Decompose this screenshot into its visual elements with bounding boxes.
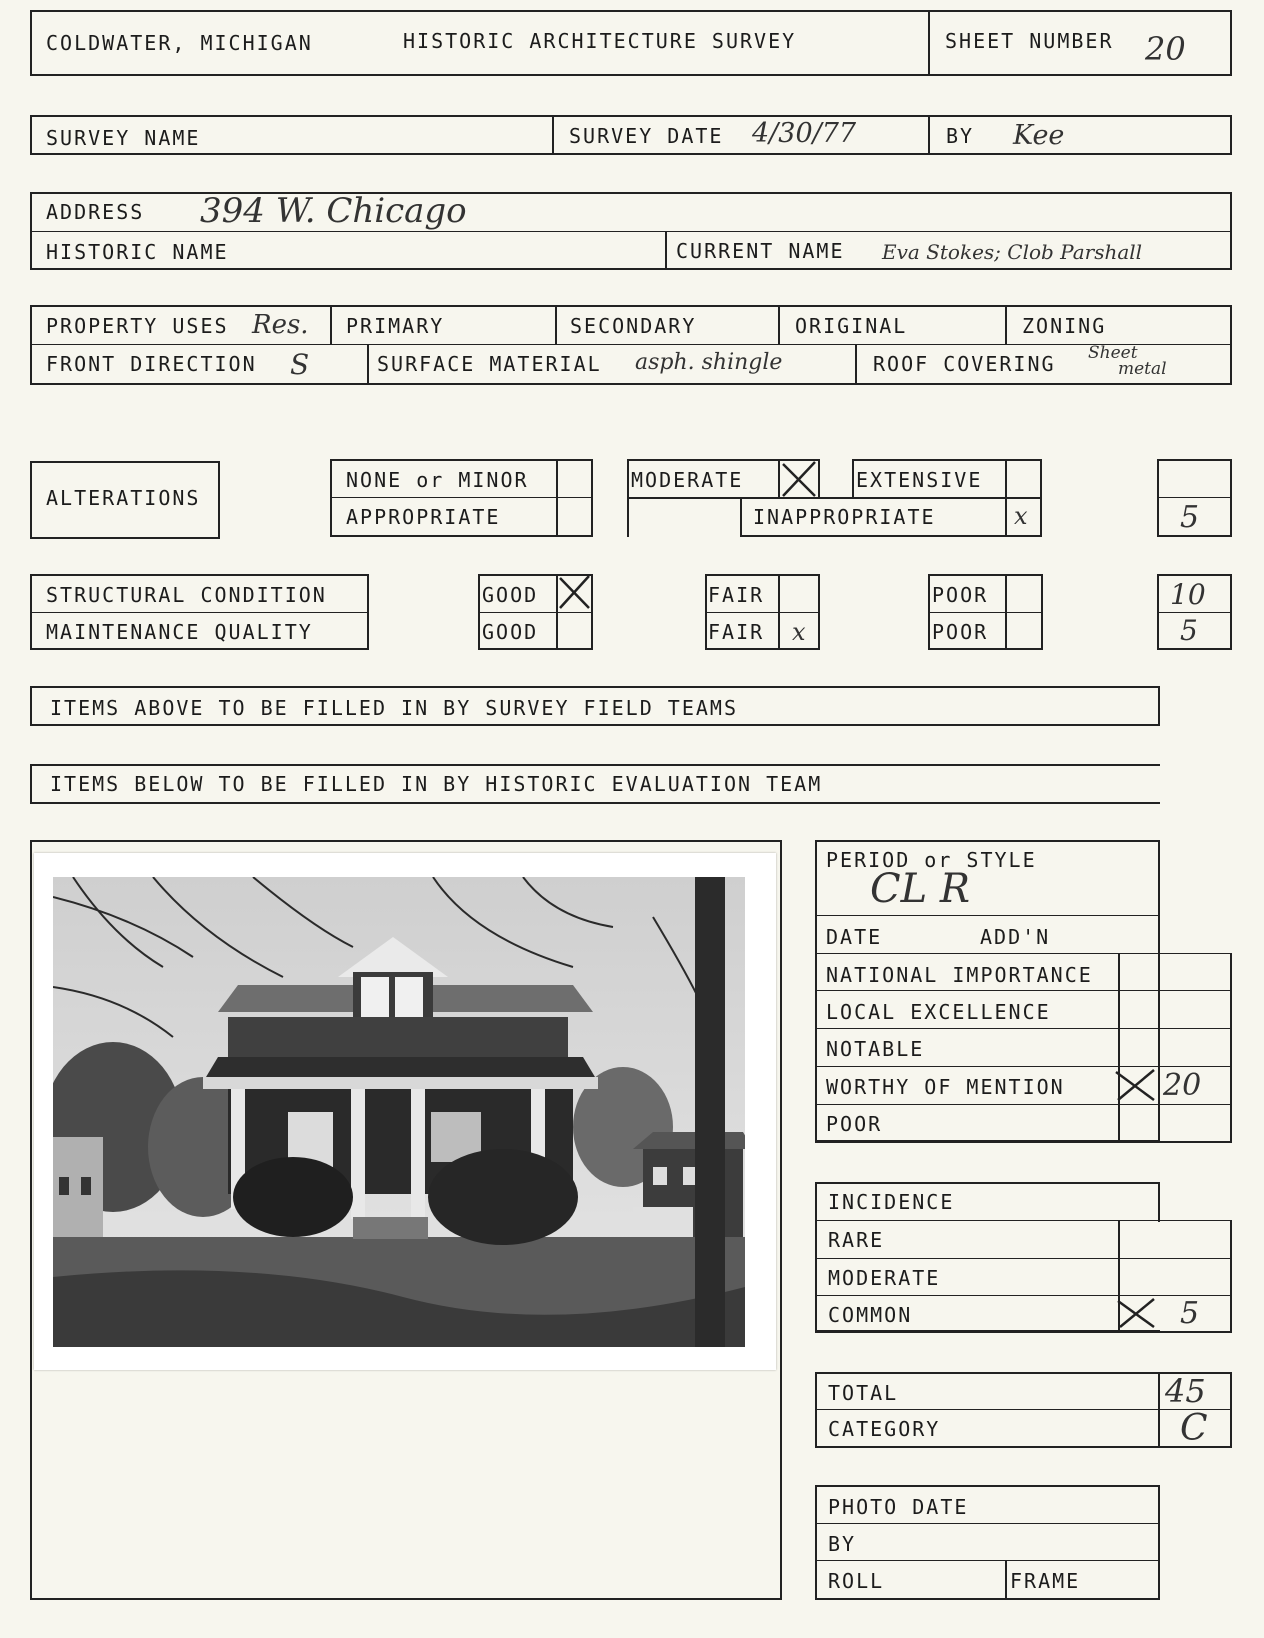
historic-name-label: HISTORIC NAME [46,240,229,264]
survey-date-label: SURVEY DATE [569,124,724,148]
inappropriate-mark: x [1014,502,1028,530]
extensive-label: EXTENSIVE [856,468,983,492]
structural-poor-label: POOR [932,583,989,607]
maintenance-fair-label: FAIR [708,620,765,644]
moderate-label: MODERATE [631,468,744,492]
by-label: BY [946,124,975,148]
national-importance-label: NATIONAL IMPORTANCE [826,963,1093,987]
rare-label: RARE [828,1228,885,1252]
common-label: COMMON [828,1303,913,1327]
roof-covering-value-1: Sheet [1088,343,1138,363]
surface-material-value: asph. shingle [635,350,783,375]
local-excellence-label: LOCAL EXCELLENCE [826,1000,1051,1024]
by-value: Kee [1013,120,1065,151]
survey-date-value: 4/30/77 [752,118,857,149]
secondary-label: SECONDARY [570,314,697,338]
sheet-number-value: 20 [1145,30,1186,68]
structural-good-check-mark [556,574,593,612]
notable-label: NOTABLE [826,1037,925,1061]
house-photograph [53,877,745,1347]
zoning-label: ZONING [1022,314,1107,338]
none-minor-label: NONE or MINOR [346,468,529,492]
period-style-label: PERIOD or STYLE [826,848,1037,872]
sheet-number-label: SHEET NUMBER [945,29,1114,53]
worthy-check-mark [1110,1066,1160,1104]
alterations-label: ALTERATIONS [46,486,201,510]
appropriate-label: APPROPRIATE [346,505,501,529]
period-style-value: CL R [870,866,970,912]
common-score: 5 [1180,1296,1200,1331]
surface-material-label: SURFACE MATERIAL [377,352,602,376]
total-value: 45 [1165,1372,1206,1410]
moderate-check-mark [778,459,820,499]
inappropriate-label: INAPPROPRIATE [753,505,936,529]
current-name-label: CURRENT NAME [676,239,845,263]
structural-good-label: GOOD [482,583,539,607]
frame-label: FRAME [1010,1569,1081,1593]
structural-score: 10 [1170,578,1206,611]
incidence-label: INCIDENCE [828,1190,955,1214]
address-value: 394 W. Chicago [200,191,467,231]
incidence-moderate-label: MODERATE [828,1266,941,1290]
maintenance-good-label: GOOD [482,620,539,644]
maintenance-poor-label: POOR [932,620,989,644]
current-name-value: Eva Stokes; Clob Parshall [882,240,1143,264]
note-above: ITEMS ABOVE TO BE FILLED IN BY SURVEY FIELD TEAMS [50,696,739,720]
category-label: CATEGORY [828,1417,941,1441]
total-label: TOTAL [828,1381,899,1405]
maintenance-fair-mark: x [792,618,806,646]
category-value: C [1180,1408,1208,1449]
eval-poor-label: POOR [826,1112,883,1136]
maintenance-score: 5 [1180,614,1198,647]
property-uses-value: Res. [252,310,309,340]
original-label: ORIGINAL [795,314,908,338]
alterations-score: 5 [1180,500,1200,535]
photo-date-label: PHOTO DATE [828,1495,969,1519]
roof-covering-label: ROOF COVERING [873,352,1056,376]
note-below: ITEMS BELOW TO BE FILLED IN BY HISTORIC EVALUATION TEAM [50,772,823,796]
worthy-score: 20 [1163,1068,1202,1103]
roof-covering-value-2: metal [1118,359,1167,379]
structural-fair-label: FAIR [708,583,765,607]
common-check-mark [1112,1295,1160,1331]
addn-label: ADD'N [980,925,1051,949]
maintenance-quality-label: MAINTENANCE QUALITY [46,620,313,644]
photo-by-label: BY [828,1532,857,1556]
property-uses-label: PROPERTY USES [46,314,229,338]
worthy-of-mention-label: WORTHY OF MENTION [826,1075,1065,1099]
form-title: HISTORIC ARCHITECTURE SURVEY [403,29,797,53]
survey-name-label: SURVEY NAME [46,126,201,150]
roll-label: ROLL [828,1569,885,1593]
primary-label: PRIMARY [346,314,445,338]
city-label: COLDWATER, MICHIGAN [46,31,313,55]
date-label: DATE [826,925,883,949]
front-direction-label: FRONT DIRECTION [46,352,257,376]
structural-condition-label: STRUCTURAL CONDITION [46,583,327,607]
front-direction-value: S [290,348,310,381]
address-label: ADDRESS [46,200,145,224]
